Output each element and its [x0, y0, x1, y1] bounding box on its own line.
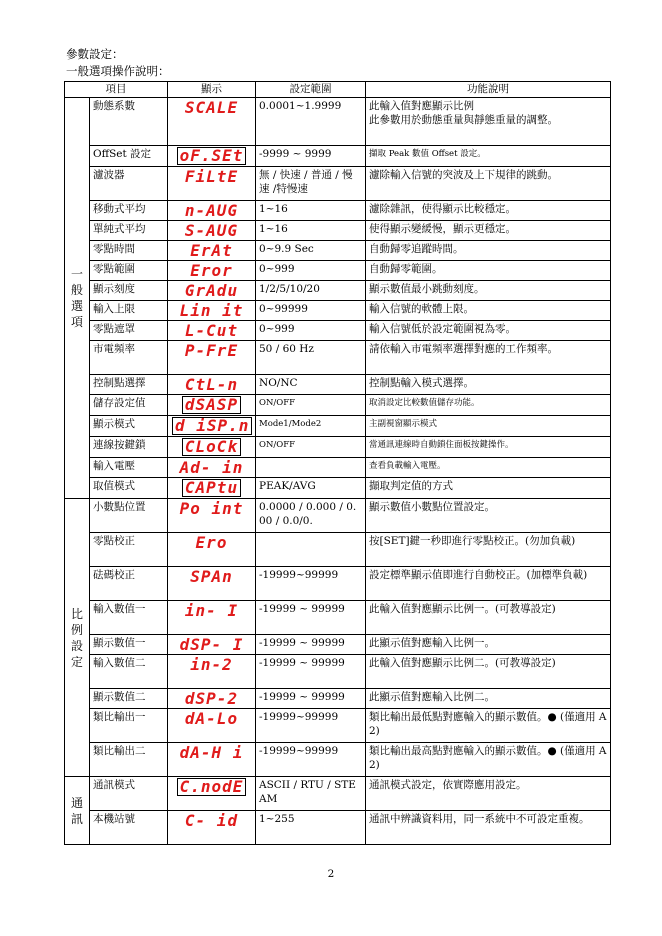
col-header-display: 顯示: [168, 82, 256, 98]
table-row: [65, 689, 611, 709]
range-cell: 0~999: [256, 261, 366, 281]
seven-segment-display: dSP- I: [179, 635, 244, 654]
range-cell: 1~16: [256, 201, 366, 221]
page-number: 2: [327, 868, 335, 880]
col-header-range: 設定範圍: [256, 82, 366, 98]
seven-segment-display: oF.SEt: [177, 147, 247, 165]
table-row: [65, 201, 611, 221]
item-cell: 類比輸出二: [90, 743, 168, 777]
table-row: [65, 167, 611, 201]
display-cell: [168, 437, 256, 458]
function-cell: 顯示數值小數點位置設定。: [366, 499, 611, 533]
item-cell: 零點校正: [90, 533, 168, 567]
item-cell: 連線按鍵鎖: [90, 437, 168, 458]
subsection-heading: 一般選項操作說明：: [66, 64, 170, 78]
display-cell: [168, 201, 256, 221]
function-cell: 查看負載輸入電壓。: [366, 458, 611, 478]
table-row: [65, 416, 611, 437]
range-cell: [256, 458, 366, 478]
item-cell: 零點範圍: [90, 261, 168, 281]
seven-segment-display: Ad- in: [179, 458, 244, 477]
range-cell: ASCII / RTU / STEAM: [256, 777, 366, 811]
seven-segment-display: CAPtu: [182, 479, 241, 497]
seven-segment-display: CtL-n: [184, 375, 239, 394]
table-row: [65, 375, 611, 395]
item-cell: 濾波器: [90, 167, 168, 201]
range-cell: -19999~99999: [256, 709, 366, 743]
col-header-function: 功能說明: [366, 82, 611, 98]
range-cell: 0.0001~1.9999: [256, 98, 366, 146]
seven-segment-display: L-Cut: [184, 321, 239, 340]
function-cell: 此輸入值對應顯示比例 此參數用於動態重量與靜態重量的調整。: [366, 98, 611, 146]
range-cell: 50 / 60 Hz: [256, 341, 366, 375]
table-row: [65, 321, 611, 341]
display-cell: [168, 458, 256, 478]
display-cell: [168, 167, 256, 201]
function-cell: 當通訊連線時自動鎖住面板按鍵操作。: [366, 437, 611, 458]
range-cell: -19999~99999: [256, 567, 366, 601]
seven-segment-display: C.nodE: [177, 778, 247, 796]
item-cell: 本機站號: [90, 811, 168, 845]
function-cell: 取消設定比較數值儲存功能。: [366, 395, 611, 416]
table-row: [65, 743, 611, 777]
range-cell: 1~16: [256, 221, 366, 241]
range-cell: -19999 ~ 99999: [256, 689, 366, 709]
display-cell: [168, 321, 256, 341]
table-row: [65, 777, 611, 811]
function-cell: 顯示數值最小跳動刻度。: [366, 281, 611, 301]
seven-segment-display: dA-Lo: [184, 709, 239, 728]
seven-segment-display: GrAdu: [184, 281, 239, 300]
seven-segment-display: C- id: [184, 811, 239, 830]
display-cell: [168, 301, 256, 321]
item-cell: OffSet 設定: [90, 146, 168, 167]
item-cell: 顯示數值二: [90, 689, 168, 709]
display-cell: [168, 709, 256, 743]
range-cell: -19999 ~ 99999: [256, 601, 366, 635]
table-row: [65, 655, 611, 689]
function-cell: 自動歸零範圍。: [366, 261, 611, 281]
function-cell: 此輸入值對應顯示比例一。(可教導設定): [366, 601, 611, 635]
seven-segment-display: Ero: [195, 533, 228, 552]
function-cell: 擷取判定值的方式: [366, 478, 611, 499]
range-cell: 無 / 快速 / 普通 / 慢速 /特慢速: [256, 167, 366, 201]
function-cell: 通訊中辨識資料用，同一系統中不可設定重複。: [366, 811, 611, 845]
seven-segment-display: P-FrE: [184, 341, 239, 360]
table-row: [65, 709, 611, 743]
range-cell: 1/2/5/10/20: [256, 281, 366, 301]
range-cell: -19999 ~ 99999: [256, 655, 366, 689]
function-cell: 此顯示值對應輸入比例二。: [366, 689, 611, 709]
item-cell: 輸入數值二: [90, 655, 168, 689]
item-cell: 類比輸出一: [90, 709, 168, 743]
item-cell: 單純式平均: [90, 221, 168, 241]
seven-segment-display: n-AUG: [184, 201, 239, 220]
range-cell: PEAK/AVG: [256, 478, 366, 499]
table-row: [65, 146, 611, 167]
table-row: [65, 281, 611, 301]
display-cell: [168, 655, 256, 689]
display-cell: [168, 261, 256, 281]
range-cell: ON/OFF: [256, 437, 366, 458]
range-cell: Mode1/Mode2: [256, 416, 366, 437]
range-cell: -19999~99999: [256, 743, 366, 777]
item-cell: 顯示刻度: [90, 281, 168, 301]
range-cell: -9999 ~ 9999: [256, 146, 366, 167]
table-row: [65, 635, 611, 655]
range-cell: 0~9.9 Sec: [256, 241, 366, 261]
group-label-comm: 通 訊: [65, 777, 90, 845]
item-cell: 控制點選擇: [90, 375, 168, 395]
function-cell: 請依輸入市電頻率選擇對應的工作頻率。: [366, 341, 611, 375]
seven-segment-display: FiLtE: [184, 167, 239, 186]
item-cell: 移動式平均: [90, 201, 168, 221]
function-cell: 控制點輸入模式選擇。: [366, 375, 611, 395]
display-cell: [168, 533, 256, 567]
display-cell: [168, 689, 256, 709]
display-cell: [168, 416, 256, 437]
seven-segment-display: S-AUG: [184, 221, 239, 240]
seven-segment-display: dSASP: [182, 396, 241, 414]
function-cell: 濾除輸入信號的突波及上下規律的跳動。: [366, 167, 611, 201]
item-cell: 市電頻率: [90, 341, 168, 375]
function-cell: 自動歸零追蹤時間。: [366, 241, 611, 261]
seven-segment-display: CLoCk: [182, 438, 241, 456]
function-cell: 輸入信號低於設定範圍視為零。: [366, 321, 611, 341]
function-cell: 通訊模式設定，依實際應用設定。: [366, 777, 611, 811]
function-cell: 濾除雜訊，使得顯示比較穩定。: [366, 201, 611, 221]
range-cell: -19999 ~ 99999: [256, 635, 366, 655]
item-cell: 取值模式: [90, 478, 168, 499]
display-cell: [168, 777, 256, 811]
function-cell: 按[SET]鍵一秒即進行零點校正。(勿加負載): [366, 533, 611, 567]
display-cell: [168, 221, 256, 241]
item-cell: 儲存設定值: [90, 395, 168, 416]
function-cell: 使得顯示變緩慢，顯示更穩定。: [366, 221, 611, 241]
range-cell: 0~99999: [256, 301, 366, 321]
table-row: [65, 301, 611, 321]
seven-segment-display: in- I: [184, 601, 239, 620]
function-cell: 類比輸出最高點對應輸入的顯示數值。● (僅適用 A2): [366, 743, 611, 777]
item-cell: 顯示數值一: [90, 635, 168, 655]
group-label-general: 一 般 選 項: [65, 98, 90, 499]
parameter-table: [64, 81, 611, 845]
table-header-row: [65, 82, 611, 98]
display-cell: [168, 601, 256, 635]
display-cell: [168, 395, 256, 416]
table-row: [65, 437, 611, 458]
display-cell: [168, 281, 256, 301]
function-cell: 此輸入值對應顯示比例二。(可教導設定): [366, 655, 611, 689]
seven-segment-display: Lin it: [179, 301, 244, 320]
item-cell: 顯示模式: [90, 416, 168, 437]
table-row: [65, 458, 611, 478]
display-cell: [168, 341, 256, 375]
item-cell: 通訊模式: [90, 777, 168, 811]
function-cell: 輸入信號的軟體上限。: [366, 301, 611, 321]
range-cell: NO/NC: [256, 375, 366, 395]
table-row: [65, 341, 611, 375]
display-cell: [168, 499, 256, 533]
function-cell: 類比輸出最低點對應輸入的顯示數值。● (僅適用 A2): [366, 709, 611, 743]
seven-segment-display: Eror: [190, 261, 233, 280]
table-row: [65, 221, 611, 241]
range-cell: 1~255: [256, 811, 366, 845]
display-cell: [168, 811, 256, 845]
range-cell: ON/OFF: [256, 395, 366, 416]
item-cell: 零點遮罩: [90, 321, 168, 341]
display-cell: [168, 567, 256, 601]
section-heading: 參數設定：: [66, 47, 124, 61]
display-cell: [168, 478, 256, 499]
item-cell: 輸入電壓: [90, 458, 168, 478]
item-cell: 砝碼校正: [90, 567, 168, 601]
display-cell: [168, 241, 256, 261]
seven-segment-display: dA-H i: [179, 743, 244, 762]
seven-segment-display: dSP-2: [184, 689, 239, 708]
col-header-item: 項目: [65, 82, 168, 98]
seven-segment-display: d iSP.n: [172, 417, 252, 435]
item-cell: 小數點位置: [90, 499, 168, 533]
seven-segment-display: SPAn: [190, 567, 233, 586]
table-row: [65, 601, 611, 635]
function-cell: 主副視窗顯示模式: [366, 416, 611, 437]
table-row: [65, 567, 611, 601]
table-row: [65, 499, 611, 533]
table-row: [65, 98, 611, 146]
display-cell: [168, 375, 256, 395]
seven-segment-display: ErAt: [190, 241, 233, 260]
table-row: [65, 241, 611, 261]
function-cell: 此顯示值對應輸入比例一。: [366, 635, 611, 655]
seven-segment-display: Po int: [179, 499, 244, 518]
range-cell: 0.0000 / 0.000 / 0.00 / 0.0/0.: [256, 499, 366, 533]
display-cell: [168, 98, 256, 146]
group-label-ratio: 比 例 設 定: [65, 499, 90, 777]
function-cell: 擷取 Peak 數值 Offset 設定。: [366, 146, 611, 167]
item-cell: 動態系數: [90, 98, 168, 146]
item-cell: 輸入數值一: [90, 601, 168, 635]
range-cell: [256, 533, 366, 567]
table-row: [65, 478, 611, 499]
display-cell: [168, 635, 256, 655]
item-cell: 輸入上限: [90, 301, 168, 321]
seven-segment-display: SCALE: [184, 98, 239, 117]
seven-segment-display: in-2: [190, 655, 233, 674]
table-row: [65, 811, 611, 845]
function-cell: 設定標準顯示值即進行自動校正。(加標準負載): [366, 567, 611, 601]
table-row: [65, 261, 611, 281]
display-cell: [168, 146, 256, 167]
range-cell: 0~999: [256, 321, 366, 341]
item-cell: 零點時間: [90, 241, 168, 261]
table-row: [65, 533, 611, 567]
table-row: [65, 395, 611, 416]
display-cell: [168, 743, 256, 777]
